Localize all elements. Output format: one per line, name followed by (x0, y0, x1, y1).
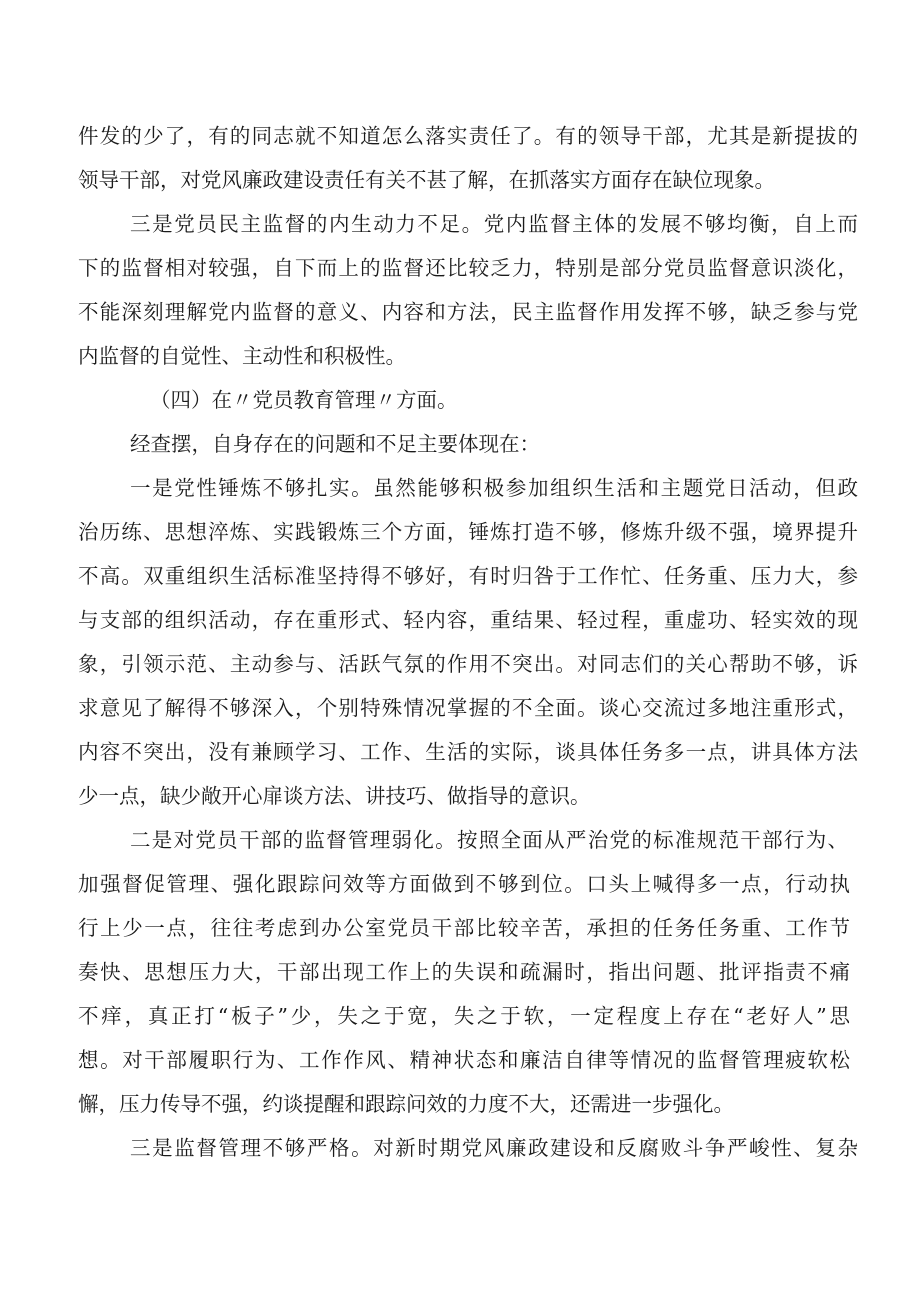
text-line: 下的监督相对较强，自下而上的监督还比较乏力，特别是部分党员监督意识淡化， (78, 256, 858, 280)
text-line: 加强督促管理、强化跟踪问效等方面做到不够到位。口头上喊得多一点，行动执 (78, 872, 850, 896)
paragraph-start-line: 二是对党员干部的监督管理弱化。按照全面从严治党的标准规范干部行为、 (130, 828, 848, 852)
text-line: 想。对干部履职行为、工作作风、精神状态和廉洁自律等情况的监督管理疲软松 (78, 1048, 850, 1072)
paragraph-start-line: 经查摆，自身存在的问题和不足主要体现在： (130, 432, 540, 456)
paragraph-start-line: 一是党性锤炼不够扎实。虽然能够积极参加组织生活和主题党日活动，但政 (130, 476, 858, 500)
text-line: 与支部的组织活动，存在重形式、轻内容，重结果、轻过程，重虚功、轻实效的现 (78, 608, 858, 632)
text-line: 领导干部，对党风廉政建设责任有关不甚了解，在抓落实方面存在缺位现象。 (78, 168, 775, 192)
text-line: 不高。双重组织生活标准坚持得不够好，有时归咎于工作忙、任务重、压力大，参 (78, 564, 858, 588)
paragraph-start-line: 三是监督管理不够严格。对新时期党风廉政建设和反腐败斗争严峻性、复杂 (130, 1136, 858, 1160)
text-line: 懈，压力传导不强，约谈提醒和跟踪问效的力度不大，还需进一步强化。 (78, 1092, 734, 1116)
text-line: 内监督的自觉性、主动性和积极性。 (78, 344, 406, 368)
text-line: 求意见了解得不够深入，个别特殊情况掌握的不全面。谈心交流过多地注重形式， (78, 696, 858, 720)
text-line: 行上少一点，往往考虑到办公室党员干部比较辛苦，承担的任务任务重、工作节 (78, 916, 850, 940)
text-line: 奏快、思想压力大，干部出现工作上的失误和疏漏时，指出问题、批评指责不痛 (78, 960, 850, 984)
paragraph-start-line: 三是党员民主监督的内生动力不足。党内监督主体的发展不够均衡，自上而 (130, 212, 858, 236)
text-line: 件发的少了，有的同志就不知道怎么落实责任了。有的领导干部，尤其是新提拔的 (78, 124, 858, 148)
text-line: 不能深刻理解党内监督的意义、内容和方法，民主监督作用发挥不够，缺乏参与党 (78, 300, 858, 324)
section-heading: （四）在〃党员教育管理〃方面。 (150, 388, 458, 412)
text-line: 不痒，真正打“板子”少，失之于宽，失之于软，一定程度上存在“老好人”思 (78, 1004, 850, 1028)
text-line: 少一点，缺少敞开心扉谈方法、讲技巧、做指导的意识。 (78, 784, 591, 808)
text-line: 内容不突出，没有兼顾学习、工作、生活的实际，谈具体任务多一点，讲具体方法 (78, 740, 858, 764)
text-line: 治历练、思想淬炼、实践锻炼三个方面，锤炼打造不够，修炼升级不强，境界提升 (78, 520, 858, 544)
text-line: 象，引领示范、主动参与、活跃气氛的作用不突出。对同志们的关心帮助不够，诉 (78, 652, 858, 676)
